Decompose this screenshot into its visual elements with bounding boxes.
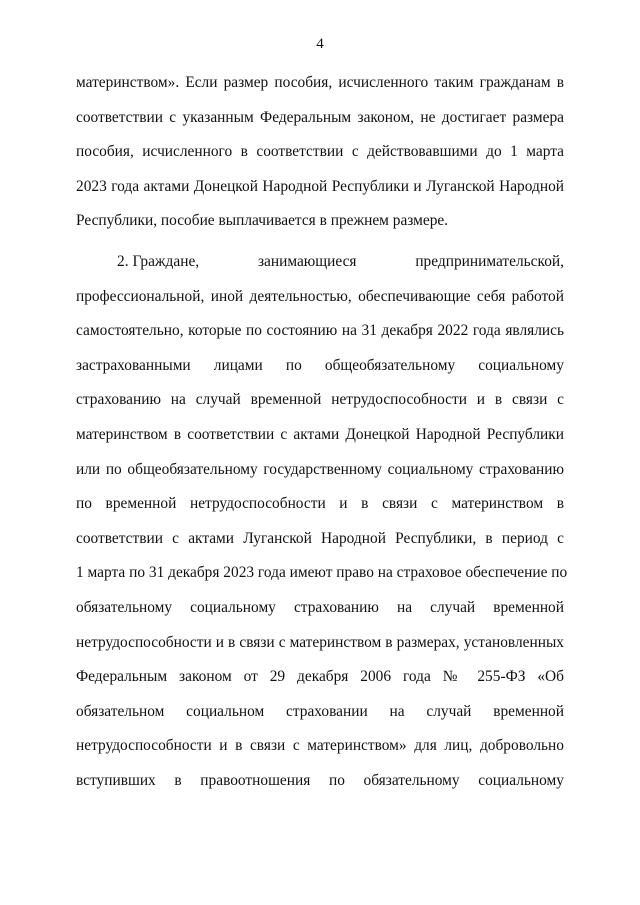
- text-line: обязательному социальному страхованию на случай временной: [76, 598, 564, 616]
- text-line: 1 марта по 31 декабря 2023 года имеют право на страховое обеспечение по: [76, 564, 568, 582]
- text-line: соответствии с актами Луганской Народной Республики, в период с: [76, 529, 564, 547]
- text-line: Федеральным законом от 29 декабря 2006 года № 255-ФЗ «Об: [76, 668, 564, 686]
- text-line: страхованию на случай временной нетрудоспособности и в связи с: [76, 391, 564, 409]
- paragraph-2-body: [76, 287, 568, 806]
- text-line: обязательном социальном страховании на случай временной: [76, 702, 564, 720]
- document-body: [76, 73, 568, 805]
- text-line: по временной нетрудоспособности и в связи с материнством в: [76, 495, 564, 513]
- text-line: 2. Граждане, занимающиеся предпринимательской,: [117, 252, 564, 270]
- text-line: или по общеобязательному государственному социальному страхованию: [76, 460, 564, 478]
- text-line: соответствии с указанным Федеральным законом, не достигает размера: [76, 108, 564, 126]
- page-number: 4: [316, 36, 324, 52]
- paragraph-2: [76, 252, 564, 287]
- text-line: нетрудоспособности и в связи с материнством в размерах, установленных: [76, 633, 564, 651]
- text-line: нетрудоспособности и в связи с материнством» для лиц, добровольно: [76, 737, 564, 755]
- text-line: материнством». Если размер пособия, исчисленного таким гражданам в: [76, 74, 564, 91]
- text-line: 2023 года актами Донецкой Народной Республики и Луганской Народной: [76, 177, 564, 195]
- text-line: материнством в соответствии с актами Донецкой Народной Республики: [76, 425, 564, 443]
- text-line: Республики, пособие выплачивается в прежнем размере.: [76, 212, 449, 230]
- paragraph-1: [76, 73, 564, 246]
- text-line: самостоятельно, которые по состоянию на 31 декабря 2022 года являлись: [76, 322, 564, 340]
- text-line: застрахованными лицами по общеобязательному социальному: [76, 356, 564, 374]
- text-line: пособия, исчисленного в соответствии с действовавшими до 1 марта: [76, 143, 564, 161]
- text-line: профессиональной, иной деятельностью, обеспечивающие себя работой: [76, 287, 564, 305]
- text-line: вступивших в правоотношения по обязательному социальному: [76, 771, 564, 789]
